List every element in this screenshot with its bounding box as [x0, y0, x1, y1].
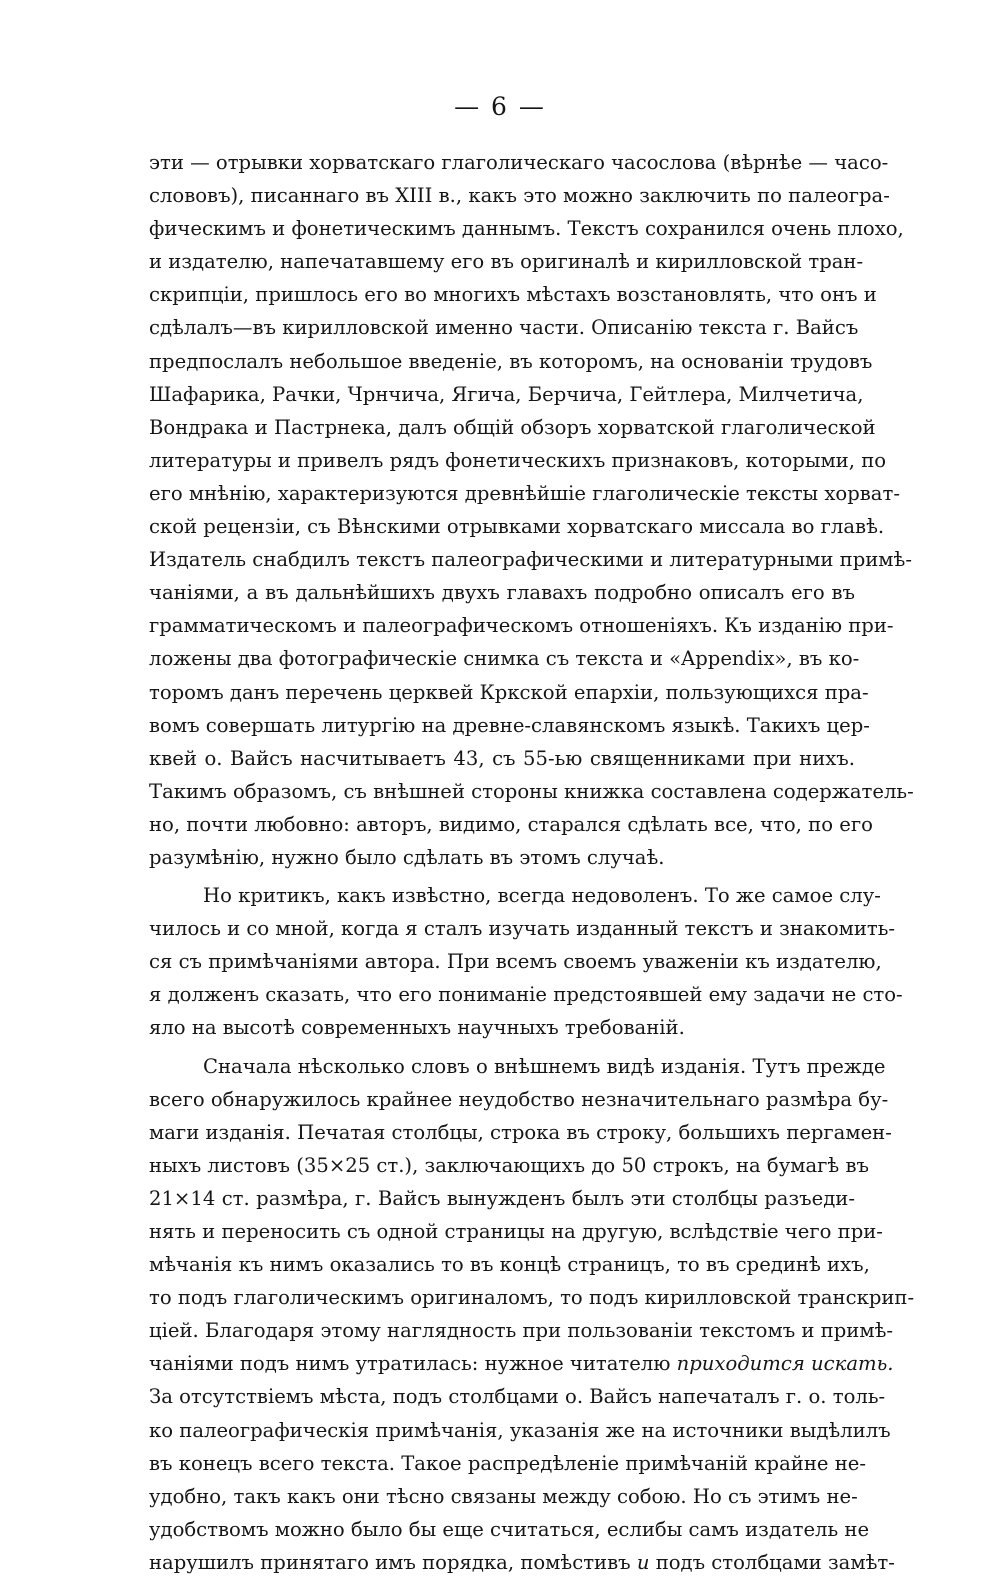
text-line: эти — отрывки хорватскаго глаголическаго часослова (вѣрнѣе — часо-: [149, 151, 889, 174]
text-line: ложены два фотографическіе снимка съ текста и «Appendix», въ ко-: [149, 647, 860, 671]
emphasis-text: приходится искать.: [676, 1352, 894, 1376]
text-line: мѣчанія къ нимъ оказались то въ концѣ страницъ, то въ срединѣ ихъ,: [149, 1253, 870, 1277]
page-number: — 6 —: [454, 92, 546, 121]
text-line: [149, 1546, 895, 1579]
body-text: [149, 146, 915, 1579]
paragraph: [149, 1050, 915, 1579]
text-line: фическимъ и фонетическимъ даннымъ. Текстъ сохранился очень плохо,: [149, 217, 904, 241]
text-line: литературы и привелъ рядъ фонетическихъ признаковъ, которыми, по: [149, 448, 887, 472]
text-line: [149, 1347, 894, 1380]
text-line: удобствомъ можно было бы еще считаться, еслибы самъ издатель не: [149, 1517, 870, 1541]
text-line: чилось и со мной, когда я сталъ изучать изданный текстъ и знакомить-: [149, 917, 896, 941]
text-line: Такимъ образомъ, съ внѣшней стороны книжка составлена содержатель-: [149, 779, 914, 803]
text-line: предпослалъ небольшое введеніе, въ которомъ, на основаніи трудовъ: [149, 349, 873, 373]
text-run: чаніями подъ нимъ утратилась: нужное читателю: [149, 1352, 677, 1376]
paragraph: [149, 879, 903, 1044]
text-line: ныхъ листовъ (35×25 ст.), заключающихъ до 50 строкъ, на бумагѣ въ: [149, 1153, 869, 1177]
text-line: маги изданія. Печатая столбцы, строка въ строку, большихъ пергамен-: [149, 1120, 892, 1144]
text-line: разумѣнію, нужно было сдѣлать въ этомъ случаѣ.: [149, 845, 665, 869]
text-run: нарушилъ принятаго имъ порядка, помѣстивъ: [149, 1550, 637, 1574]
text-line: нять и переносить съ одной страницы на другую, вслѣдствіе чего при-: [149, 1220, 883, 1243]
paragraph: [149, 146, 914, 874]
text-line: торомъ данъ перечень церквей Кркской епархіи, пользующихся пра-: [149, 680, 869, 704]
emphasis-text: и: [636, 1550, 650, 1574]
text-line: скрипціи, пришлось его во многихъ мѣстахъ возстановлять, что онъ и: [149, 283, 877, 307]
text-run: подъ столбцами замѣт-: [649, 1550, 895, 1574]
text-line: ко палеографическія примѣчанія, указанія же на источники выдѣлилъ: [149, 1418, 891, 1442]
text-line: ціей. Благодаря этому наглядность при пользованіи текстомъ и примѣ-: [149, 1319, 894, 1343]
text-line: удобно, такъ какъ они тѣсно связаны между собою. Но съ этимъ не-: [149, 1484, 858, 1508]
text-line: яло на высотѣ современныхъ научныхъ требованій.: [149, 1016, 685, 1040]
text-line: ской рецензіи, съ Вѣнскими отрывками хорватскаго миссала во главѣ.: [149, 515, 885, 539]
text-line: За отсутствіемъ мѣста, подъ столбцами о. Вайсъ напечаталъ г. о. толь-: [149, 1385, 886, 1409]
text-line: грамматическомъ и палеографическомъ отношеніяхъ. Къ изданію при-: [149, 614, 894, 638]
text-line: Издатель снабдилъ текстъ палеографическими и литературными примѣ-: [149, 548, 912, 572]
text-line: но, почти любовно: авторъ, видимо, старался сдѣлать все, что, по его: [149, 812, 873, 836]
text-line: квей о. Вайсъ насчитываетъ 43, съ 55-ью священниками при нихъ.: [149, 746, 855, 770]
text-line: чаніями, а въ дальнѣйшихъ двухъ главахъ подробно описалъ его въ: [149, 581, 855, 605]
text-line: то подъ глаголическимъ оригиналомъ, то подъ кирилловской транскрип-: [149, 1286, 915, 1310]
text-line: Шафарика, Рачки, Чрнчича, Ягича, Берчича, Гейтлера, Милчетича,: [149, 382, 864, 406]
text-line: всего обнаружилось крайнее неудобство незначительнаго размѣра бу-: [149, 1087, 889, 1111]
text-line: слововъ), писаннаго въ XIII в., какъ это можно заключить по палеогра-: [149, 184, 890, 208]
text-line: въ конецъ всего текста. Такое распредѣленіе примѣчаній крайне не-: [149, 1451, 866, 1475]
text-line: ся съ примѣчаніями автора. При всемъ своемъ уваженіи къ издателю,: [149, 950, 882, 974]
text-line: Вондрака и Пастрнека, далъ общій обзоръ хорватской глаголической: [149, 415, 876, 439]
text-line: я долженъ сказать, что его пониманіе предстоявшей ему задачи не сто-: [149, 983, 903, 1007]
text-line: Сначала нѣсколько словъ о внѣшнемъ видѣ изданія. Тутъ прежде: [203, 1054, 886, 1078]
text-line: и издателю, напечатавшему его въ оригиналѣ и кирилловской тран-: [149, 250, 864, 274]
text-line: сдѣлалъ—въ кирилловской именно части. Описанію текста г. Вайсъ: [149, 316, 859, 340]
text-line: 21×14 ст. размѣра, г. Вайсъ вынужденъ былъ эти столбцы разъеди-: [149, 1186, 855, 1210]
text-line: Но критикъ, какъ извѣстно, всегда недоволенъ. То же самое слу-: [203, 884, 881, 908]
text-line: его мнѣнію, характеризуются древнѣйшіе глаголическіе тексты хорват-: [149, 481, 900, 505]
text-line: вомъ совершать литургію на древне-славянскомъ языкѣ. Такихъ цер-: [149, 713, 870, 737]
